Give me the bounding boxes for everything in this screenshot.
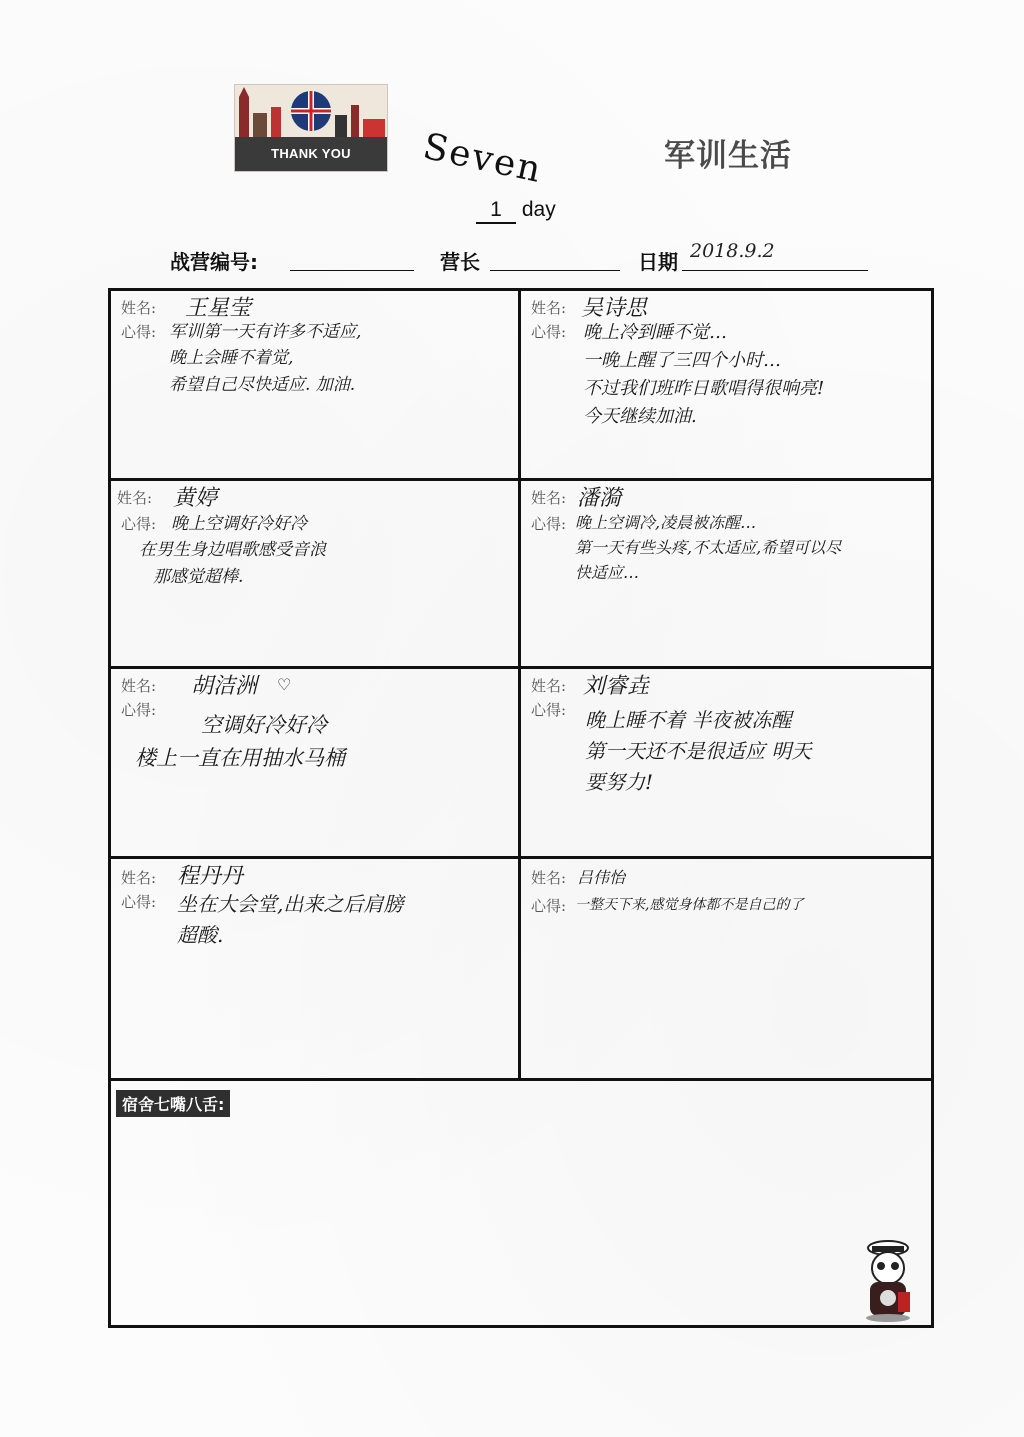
entry-cell: [521, 859, 931, 1081]
date-value: 2018.9.2: [690, 240, 775, 262]
name-label: 姓名:: [121, 869, 157, 887]
entry-notes: [583, 319, 824, 431]
note-line: 一整天下来,感觉身体都不是自己的了: [575, 897, 804, 913]
entry-notes: [575, 895, 803, 917]
note-line: 快适应…: [575, 562, 640, 582]
note-line: 第一天还不是很适应 明天: [585, 739, 812, 763]
logo-caption: THANK YOU: [235, 137, 387, 171]
entry-cell: [521, 481, 931, 669]
note-line: 坐在大会堂,出来之后肩膀: [177, 892, 404, 916]
entry-name: 胡洁洲: [191, 674, 258, 699]
entry-name: 吕伟怡: [577, 868, 626, 887]
note-line: 那感觉超棒.: [153, 566, 244, 587]
note-line: 希望自己尽快适应. 加油.: [169, 374, 356, 395]
notes-label: 心得:: [531, 323, 567, 341]
entry-name: 程丹丹: [177, 864, 244, 889]
camp-no-label: 战营编号:: [170, 250, 258, 274]
note-line: 不过我们班昨日歌唱得很响亮!: [583, 377, 825, 399]
notes-label: 心得:: [531, 515, 567, 533]
notes-label: 心得:: [121, 701, 157, 719]
notes-label: 心得:: [531, 701, 567, 719]
london-skyline-icon: [235, 85, 388, 139]
name-label: 姓名:: [121, 299, 157, 317]
camp-no-field: [290, 270, 414, 271]
subject-title: 军训生活: [664, 138, 792, 174]
note-line: 超酸.: [177, 923, 224, 947]
dorm-area: [111, 1081, 931, 1325]
notes-label: 心得:: [121, 515, 157, 533]
note-line: 在男生身边唱歌感受音浪: [139, 540, 326, 561]
name-label: 姓名:: [531, 489, 567, 507]
note-line: 楼上一直在用抽水马桶: [135, 745, 345, 770]
name-label: 姓名:: [531, 299, 567, 317]
day-label: day: [521, 198, 556, 221]
note-line: 空调好冷好冷: [201, 713, 327, 737]
entry-notes: [139, 511, 326, 590]
entry-notes: [135, 709, 345, 774]
note-line: 晚上空调冷,凌晨被冻醒…: [575, 513, 757, 532]
entry-cell: [111, 669, 521, 859]
date-field: [682, 270, 868, 271]
note-line: 要努力!: [585, 770, 654, 794]
note-line: 军训第一天有许多不适应,: [169, 322, 362, 342]
notes-label: 心得:: [121, 893, 157, 911]
entry-notes: [585, 705, 811, 798]
name-label: 姓名:: [531, 677, 567, 695]
dorm-title: 宿舍七嘴八舌:: [116, 1090, 230, 1117]
notes-label: 心得:: [531, 897, 567, 915]
entry-name: 黄婷: [173, 486, 218, 511]
day-number: 1: [476, 198, 516, 224]
entry-cell: [521, 669, 931, 859]
mascot-sticker-icon: [858, 1238, 918, 1322]
entry-name: 吴诗思: [581, 296, 648, 321]
note-line: 晚上空调好冷好冷: [171, 514, 307, 534]
brand-title: Seven: [419, 126, 547, 192]
meta-row: [170, 240, 870, 276]
note-line: 第一天有些头疼,不太适应,希望可以尽: [575, 537, 842, 557]
entry-name: 潘漪: [577, 486, 622, 511]
entry-notes: [177, 889, 403, 951]
entry-name: 王星莹: [185, 296, 252, 321]
entry-notes: [169, 319, 361, 398]
note-line: 今天继续加油.: [583, 405, 697, 427]
date-label: 日期: [638, 250, 678, 274]
heart-icon: ♡: [277, 675, 292, 694]
note-line: 晚上冷到睡不觉…: [583, 322, 727, 343]
notes-label: 心得:: [121, 323, 157, 341]
entry-cell: [521, 291, 931, 481]
entry-notes: [575, 511, 841, 585]
leader-field: [490, 270, 620, 271]
entry-name: 刘睿垚: [583, 674, 650, 699]
entries-grid: [108, 288, 934, 1328]
entry-cell: [111, 481, 521, 669]
entry-cell: [111, 859, 521, 1081]
name-label: 姓名:: [531, 869, 567, 887]
note-line: 晚上睡不着 半夜被冻醒: [585, 708, 792, 732]
entry-cell: [111, 291, 521, 481]
note-line: 晚上会睡不着觉,: [169, 348, 294, 369]
note-line: 一晚上醒了三四个小时…: [583, 349, 781, 371]
thank-you-logo: [234, 84, 388, 172]
leader-label: 营长: [440, 250, 480, 274]
day-line: [476, 198, 556, 224]
name-label: 姓名:: [121, 677, 157, 695]
name-label: 姓名:: [117, 489, 153, 507]
